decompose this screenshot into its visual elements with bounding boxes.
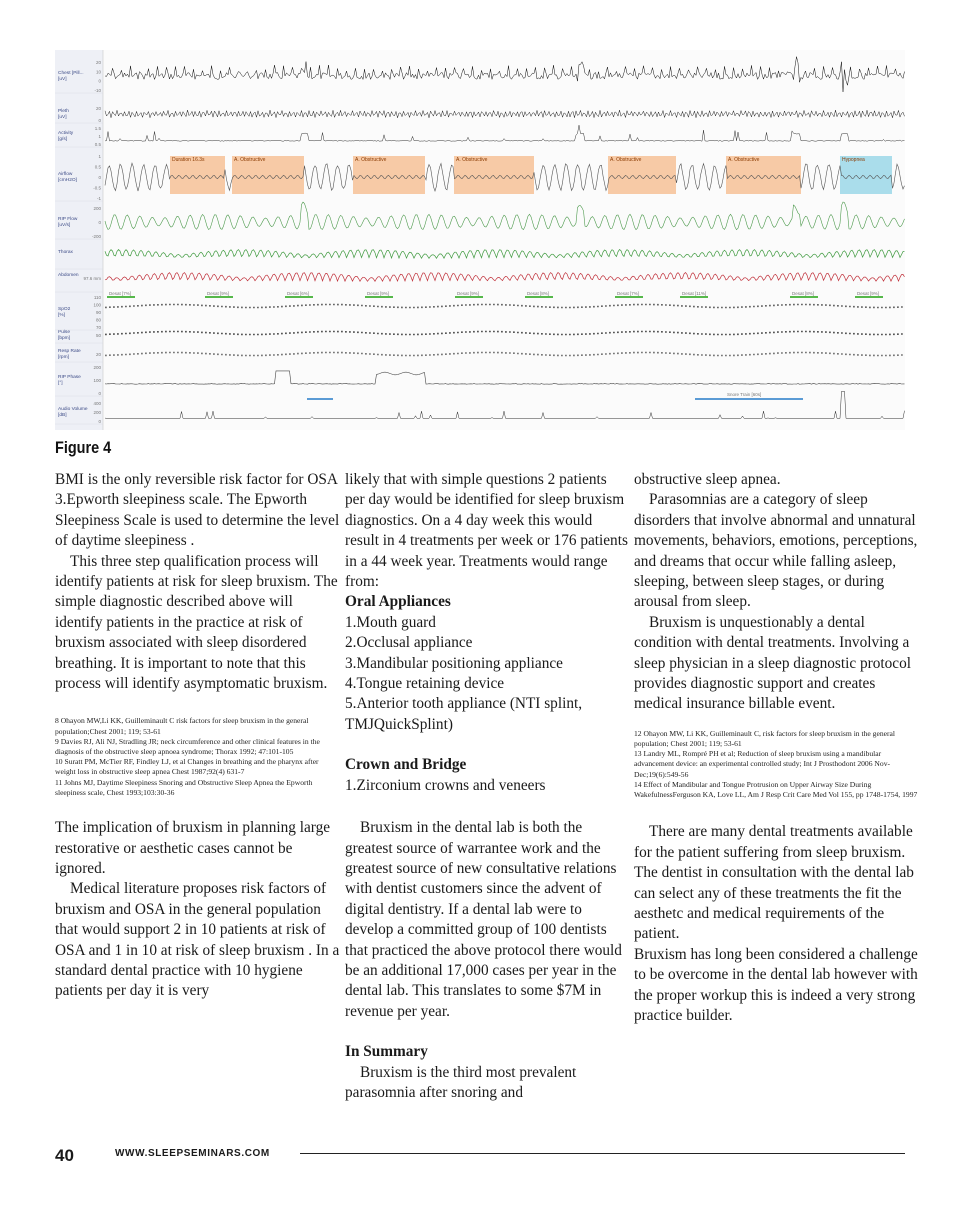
event-label: A. Obstructive [234,157,266,163]
channel-unit: [°] [58,381,63,386]
channel-label: Chest [Pill... [58,71,84,76]
tick-label: 10 [95,69,101,75]
paragraph: Bruxism is the third most prevalent parasomnia after snoring and [345,1063,577,1101]
dotted-trace [105,353,905,356]
desat-label: Desat [8%] [527,291,550,296]
desat-bar [455,296,483,298]
desat-label: Desat [7%] [617,291,640,296]
channel-unit: [g/s] [58,137,68,142]
snore-bar [307,398,333,400]
desat-bar [525,296,553,298]
tick-label: 20 [95,106,101,111]
footer-rule [300,1153,905,1154]
desat-label: Desat [7%] [109,291,132,296]
footnote-14: 14 Effect of Mandibular and Tongue Protrusion on Upper Airway Size During WakefulnessFerguson KA, Love LL, Am J Resp Crit Care Med Vol 155, pp 1748-1754, 1997 [634,779,918,800]
footnote-8: 8 Ohayon MW,Li KK, Guilleminault C risk factors for sleep bruxism in the general population;Chest 2001; 119; 53-61 [55,716,309,736]
heading-oral-appliances: Oral Appliances [345,593,451,611]
event-label: A. Obstructive [456,157,488,163]
tick-label: 0 [98,175,101,180]
tick-label: 1 [98,134,101,139]
tick-label: 0 [98,78,101,84]
dotted-trace [105,332,905,335]
tick-label: -0.5 [93,185,101,191]
pleth-trace [105,110,905,118]
tick-label: 20 [95,60,101,65]
tick-label: 90 [95,310,101,315]
channel-label: Activity [58,131,74,136]
paragraph: There are many dental treatments available for the patient suffering from sleep bruxism. The dentist in consultation with the dental lab can select any of these treatments the fit the aesthetc and medical requirements of the patient. [634,823,914,943]
tick-label: 97.6 mm [83,276,101,281]
channel-label: Pleth [58,109,69,114]
paragraph: Bruxism has long been considered a challenge to be overcome in the dental lab however with the proper workup this is indeed a very strong practice builder. [634,945,918,1024]
tick-label: 80 [95,317,101,323]
chest-trace [105,57,905,92]
desat-bar [205,296,233,298]
channel-label: Thorax [58,250,73,255]
tick-label: 100 [93,302,101,308]
channel-label: RIP Flow [58,217,78,222]
list-item: 1.Mouth guard [345,613,436,631]
list-item: 1.Zirconium crowns and veneers [345,776,546,794]
desat-bar [615,296,643,298]
list-item: 5.Anterior tooth appliance (NTI splint, TMJQuickSplint) [345,695,583,733]
list-item: 2.Occlusal appliance [345,634,473,652]
polysomnography-figure [55,50,905,430]
desat-label: Desat [9%] [457,291,480,296]
tick-label: 0 [98,220,101,225]
footnote-11: 11 Johns MJ, Daytime Sleepiness Snoring and Obstructive Sleep Apnea the Epworth sleepiness scale, Chest 1993;103:30-36 [55,777,313,797]
rip-phase-trace [105,371,905,384]
channel-unit: [cmH2O] [58,178,77,183]
tick-label: 50 [95,333,101,338]
column-left [55,470,340,1002]
desat-bar [285,296,313,298]
tick-label: 1 [98,154,101,159]
paragraph: obstructive sleep apnea. [634,471,781,488]
desat-label: Desat [9%] [367,291,390,296]
desat-bar [365,296,393,298]
page-number: 40 [55,1146,74,1165]
channel-label: Abdomen [58,273,79,278]
tick-label: 1.5 [94,126,101,131]
paragraph: This three step qualification process will identify patients at risk for sleep bruxism. The simple diagnostic described above will identify patients in the practice at risk of bruxism associated with sleep disordered breathing. It is important to note that this process will identify asymptomatic bruxism. [55,552,338,693]
polysomnography-chart [55,50,905,430]
footnote-9: 9 Davies RJ, Ali NJ, Stradling JR; neck circumference and other clinical features in the diagnosis of the obstructive sleep apnoea syndrome; Thorax 1992; 47:101-105 [55,736,320,757]
thorax-trace [105,250,905,259]
heading-in-summary: In Summary [345,1043,428,1061]
desat-bar [855,296,883,298]
desat-label: Desat [6%] [287,291,310,296]
channel-label: Airflow [58,172,73,177]
snore-label: Snore Train [60s] [727,392,762,397]
snore-bar [695,398,803,400]
paragraph: Bruxism in the dental lab is both the greatest source of warrantee work and the greatest source of new consultative relations with dentist customers since the advent of digital dentistry. If a dental lab were to develop a committed group of 100 dentists that practiced the above protocol there would be an additional 17,000 cases per year in the dental lab. This translates to some $7M in revenue per year. [345,819,622,1020]
event-label: Hypopnea [842,157,865,163]
channel-label: Resp Rate [58,349,81,354]
paragraph: likely that with simple questions 2 patients per day would be identified for sleep bruxism diagnostics. On a 4 day week this would result in 4 treatments per week or 176 patients in a 44 week year. Treatments would range from: [345,471,628,591]
channel-unit: [dB] [58,413,67,418]
desat-bar [790,296,818,298]
desat-label: Desat [9%] [207,291,230,296]
dotted-trace [105,305,905,308]
tick-label: 0.5 [94,142,101,147]
paragraph: 3.Epworth sleepiness scale. The Epworth Sleepiness Scale is used to determine the level of daytime sleepiness . [55,491,340,550]
list-item: 3.Mandibular positioning appliance [345,654,563,672]
channel-label: Audio Volume [58,407,88,412]
event-label: Duration 16.3s [172,157,205,163]
tick-label: 200 [93,410,101,415]
tick-label: 0 [98,118,101,123]
abdomen-trace [105,273,905,282]
footer-url: WWW.SLEEPSEMINARS.COM [115,1148,270,1159]
tick-label: 0 [98,391,101,396]
channel-label: RIP Phase [58,375,81,380]
column-middle [345,470,630,1103]
footnote-12: 12 Ohayon MW, Li KK, Guilleminault C, risk factors for sleep bruxism in the general population; Chest 2001; 119; 53-61 [634,728,896,749]
tick-label: 100 [93,378,101,383]
tick-label: -1 [96,196,101,201]
channel-unit: [uV] [58,77,67,82]
tick-label: 0 [98,419,101,424]
column-right [634,470,919,1026]
tick-label: 70 [95,325,101,330]
activity-trace [105,125,905,141]
tick-label: 20 [95,352,101,357]
tick-label: 0.5 [94,164,101,170]
heading-crown-and-bridge: Crown and Bridge [345,756,467,774]
desat-label: Desat [8%] [792,291,815,296]
audio-trace [105,391,905,418]
channel-unit: [uV] [58,115,67,120]
tick-label: 110 [93,295,101,300]
desat-bar [107,296,135,298]
event-label: A. Obstructive [610,157,642,163]
event-label: A. Obstructive [728,157,760,163]
desat-bar [680,296,708,298]
tick-label: -10 [94,88,101,93]
channel-unit: [uV/s] [58,223,71,228]
tick-label: 400 [93,401,101,406]
list-item: 4.Tongue retaining device [345,675,505,693]
tick-label: 200 [93,206,101,211]
footnote-13: 13 Landry ML, Rompré PH et al; Reduction of sleep bruxism using a mandibular advancement device: an experimental controlled study; Int J Prosthodont 2006 Nov-Dec;19(6):549-56 [634,749,891,779]
figure-caption: Figure 4 [55,438,112,457]
channel-unit: [rpm] [58,355,69,360]
paragraph: BMI is the only reversible risk factor for OSA [55,471,338,488]
desat-label: Desat [11%] [682,291,707,296]
tick-label: -200 [91,234,101,239]
desat-label: Desat [9%] [857,291,880,296]
paragraph: Medical literature proposes risk factors of bruxism and OSA in the general population that would support 2 in 10 patients at risk of OSA and 1 in 10 at risk of sleep bruxism . In a standard dental practice with 10 hygiene patients per day it is very [55,880,340,1000]
rip-flow-trace [105,202,905,230]
tick-label: 200 [93,365,101,370]
channel-label: SpO2 [58,307,71,312]
paragraph: Parasomnias are a category of sleep disorders that involve abnormal and unnatural movements, behaviors, emotions, perceptions, and dreams that occur while falling asleep, sleeping, between sleep stages, or during arousal from sleep. [634,491,918,611]
channel-unit: [bpm] [58,336,70,341]
paragraph: Bruxism is unquestionably a dental condition with dental treatments. Involving a sleep physician in a sleep diagnostic protocol provides diagnostic support and creates medical insurance billable event. [634,613,911,713]
paragraph: The implication of bruxism in planning large restorative or aesthetic cases cannot be ignored. [55,819,331,877]
channel-label: Pulse [58,330,70,335]
event-label: A. Obstructive [355,157,387,163]
channel-unit: [%] [58,313,65,318]
footnote-10: 10 Suratt PM, McTier RF, Findley LJ, et al Changes in breathing and the pharynx after weight loss in obstructive sleep apnea Chest 1987;92(4) 631-7 [55,757,319,777]
